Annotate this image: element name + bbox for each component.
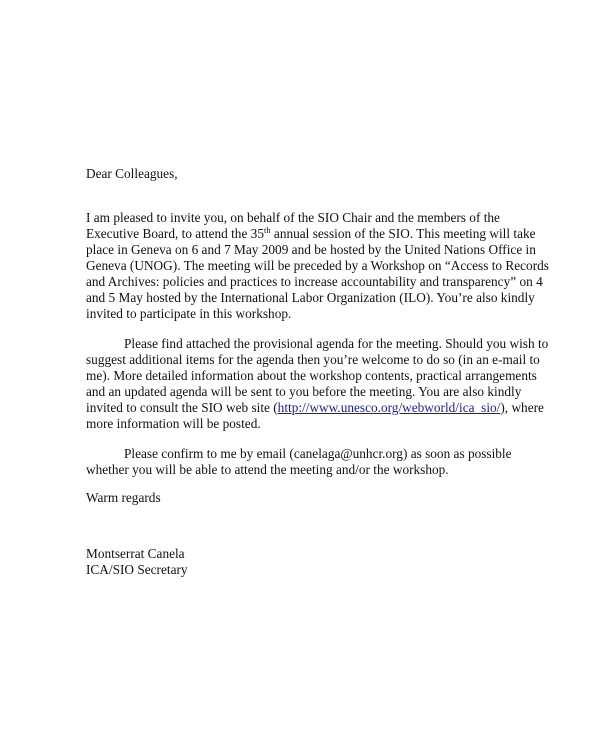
salutation: Dear Colleagues, xyxy=(86,166,178,181)
paragraph-3-line-2: whether you will be able to attend the meeting and/or the workshop. xyxy=(86,462,449,477)
text-segment: invited to consult the SIO web site ( xyxy=(86,400,278,415)
paragraph-1-line-1: I am pleased to invite you, on behalf of the SIO Chair and the members of the xyxy=(86,210,500,225)
paragraph-2-line-6: more information will be posted. xyxy=(86,416,261,431)
ordinal-suffix: th xyxy=(263,225,271,235)
closing: Warm regards xyxy=(86,490,161,505)
text-segment: annual session of the SIO. This meeting will take xyxy=(270,226,536,241)
paragraph-2-line-1: Please find attached the provisional agenda for the meeting. Should you wish to xyxy=(124,336,549,351)
paragraph-2-line-5 xyxy=(86,400,544,416)
signature-title: ICA/SIO Secretary xyxy=(86,562,188,577)
text-segment: ), where xyxy=(500,400,544,415)
signature-name: Montserrat Canela xyxy=(86,546,185,561)
paragraph-1-line-5: and Archives: policies and practices to increase accountability and transparency” on 4 xyxy=(86,274,543,289)
paragraph-1-line-4: Geneva (UNOG). The meeting will be preceded by a Workshop on “Access to Records xyxy=(86,258,549,273)
sio-website-link[interactable]: http://www.unesco.org/webworld/ica_sio/ xyxy=(277,400,501,415)
paragraph-1-line-7: invited to participate in this workshop. xyxy=(86,306,292,321)
paragraph-3-line-1: Please confirm to me by email (canelaga@unhcr.org) as soon as possible xyxy=(124,446,512,461)
paragraph-1-line-2 xyxy=(86,226,536,242)
paragraph-1-line-6: and 5 May hosted by the International Labor Organization (ILO). You’re also kindly xyxy=(86,290,535,305)
text-segment: Executive Board, to attend the 35 xyxy=(86,226,264,241)
paragraph-2-line-4: and an updated agenda will be sent to you before the meeting. You are also kindly xyxy=(86,384,522,399)
paragraph-2-line-3: me). More detailed information about the workshop contents, practical arrangements xyxy=(86,368,537,383)
paragraph-1-line-3: place in Geneva on 6 and 7 May 2009 and be hosted by the United Nations Office in xyxy=(86,242,536,257)
paragraph-2-line-2: suggest additional items for the agenda then you’re welcome to do so (in an e-mail to xyxy=(86,352,540,367)
